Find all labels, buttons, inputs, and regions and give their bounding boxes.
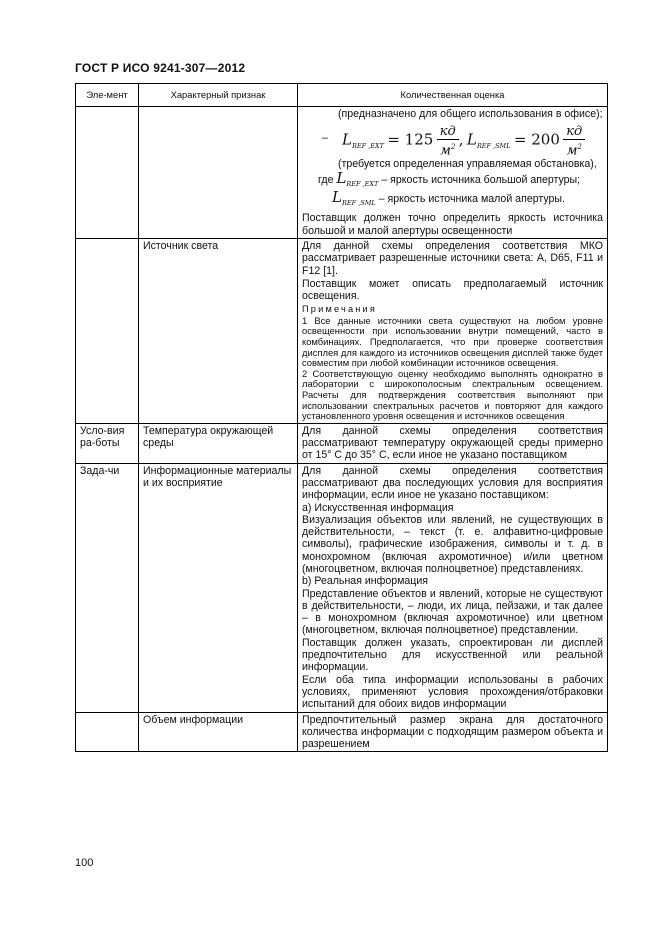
supplier-display-paragraph: Поставщик должен указать, спроектирован ли дисплей предпочтительно для искусственной или реальной информации. [302, 636, 603, 674]
light-source-supplier-paragraph: Поставщик может описать предполагаемый источник освещения. [302, 277, 603, 303]
table-row [76, 239, 608, 424]
where-sml-definition: $L_{REF ,SML}$ – яркость источника малой апертуры. [332, 188, 565, 208]
notes-heading: Примечания [302, 304, 378, 315]
cell-feature [139, 107, 298, 239]
formula-value-ext: = 125 [387, 130, 434, 149]
continuation-text: (предназначено для общего использования в офисе); [338, 108, 603, 120]
cell-element [76, 239, 139, 424]
real-info-paragraph: Представление объектов и явлений, которые не существуют в действительности, – люди, их лица, пейзажи, и так далее – в монохромном (включая ахромотичное) или цветном (многоцветном, включая полноцветное) представлении. [302, 587, 603, 637]
formula-dash: – [322, 132, 328, 145]
table-row [76, 463, 608, 712]
formula-sub-ext: REF ,EXT [351, 142, 384, 151]
real-info-heading: b) Реальная информация [302, 575, 429, 588]
formula-L-ext: L [342, 130, 352, 149]
column-header-element: Эле-мент [76, 84, 139, 107]
column-header-assessment: Количественная оценка [298, 84, 608, 107]
formula-unit-fraction-ext: $\frac{кд}{м^2}$ [437, 125, 459, 158]
cell-feature: Температура окружающей среды [139, 423, 298, 463]
tasks-intro-paragraph: Для данной схемы определения соответствия рассматривают два последующих условия для восприятия информации, если иное не указано поставщиком: [302, 464, 603, 502]
cell-element: Зада-чи [76, 463, 139, 712]
table-header-row [76, 84, 608, 107]
cell-feature: Объем информации [139, 712, 298, 752]
table-row [76, 712, 608, 752]
cell-feature: Информационные материалы и их восприятие [139, 463, 298, 712]
cell-assessment [298, 239, 608, 424]
both-types-paragraph: Если оба типа информации использованы в рабочих условиях, применяют условия прохождения/отбраковки испытаний для обоих видов информации [302, 673, 603, 711]
cell-feature: Источник света [139, 239, 298, 424]
cell-element: Усло-вия ра-боты [76, 423, 139, 463]
supplier-requirement-text: Поставщик должен точно определить яркость источника большой и малой апертуры освещенности [302, 212, 603, 237]
table-row [76, 107, 608, 239]
cell-assessment [298, 107, 608, 239]
cell-assessment: Для данной схемы определения соответствия рассматривают температуру окружающей среды примерно от 15° С до 35° С, если иное не указано поставщиком [298, 423, 608, 463]
note-1: 1 Все данные источники света существуют на любом уровне освещенности при использовании внутри помещений, часто в комбинациях. Предполагается, что при проверке соответствия дисплея для каждого из источников освещения дисплей также будет совместим при любой комбинации источников освещения. [302, 314, 603, 369]
formula-separator: , [458, 130, 464, 149]
managed-environment-text: (требуется определенная управляемая обстановка), [338, 158, 597, 171]
page-number: 100 [75, 857, 94, 869]
column-header-feature: Характерный признак [139, 84, 298, 107]
formula-L-sml: L [466, 130, 477, 149]
cell-element [76, 107, 139, 239]
cell-assessment [298, 463, 608, 712]
formula-unit-fraction-sml: $\frac{кд}{м^2}$ [563, 125, 585, 158]
formula-sub-sml: REF ,SML [476, 142, 511, 151]
specification-table [75, 83, 608, 752]
artificial-info-paragraph: Визуализация объектов или явлений, не существующих в действительности, – текст (т. е. алфавитно-цифровые символы), графические изображения, символы и т. д. в монохромном (включая ахромотичное) и/или цветном (многоцветном, включая полноцветное) представлениях. [302, 513, 603, 575]
where-ext-definition: где $L_{REF ,EXT}$ – яркость источника большой апертуры; [318, 168, 581, 188]
cell-element [76, 712, 139, 752]
formula-value-sml: = 200 [513, 130, 560, 149]
note-2: 2 Соответствующую оценку необходимо выполнять однократно в лаборатории с широкополосным спектральным освещением. Расчеты для подтверждения соответствия выполняют при использовании спектральных расчетов и повторяют для каждого установленного уровня освещения и источников освещения [302, 367, 603, 422]
cell-assessment: Предпочтительный размер экрана для достаточного количества информации с подходящим размером объекта и разрешением [298, 712, 608, 752]
document-title: ГОСТ Р ИСО 9241-307—2012 [75, 61, 246, 75]
table-row [76, 423, 608, 463]
luminance-formula [302, 121, 603, 157]
light-source-paragraph: Для данной схемы определения соответствия МКО рассматривает разрешенные источники света: A, D65, F11 и F12 [1]. [302, 240, 603, 277]
artificial-info-heading: a) Искусственная информация [302, 501, 454, 514]
